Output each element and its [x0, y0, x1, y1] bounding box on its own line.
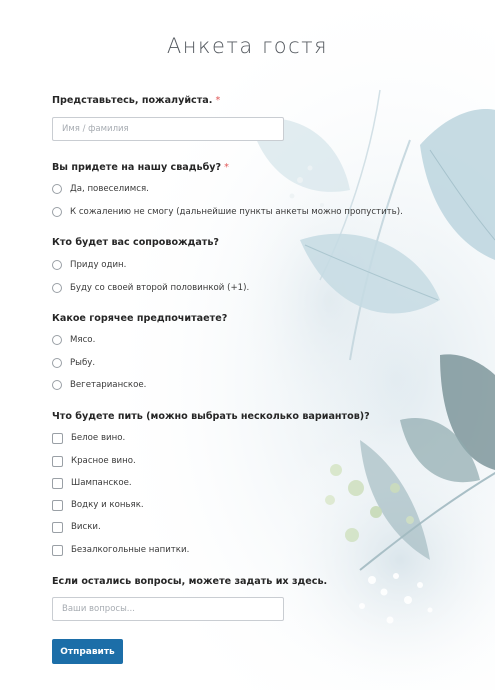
option-label: Шампанское.	[71, 478, 132, 488]
drinks-option-non-alcoholic[interactable]	[52, 544, 189, 556]
food-option-meat[interactable]	[52, 334, 95, 346]
option-label: Безалкогольные напитки.	[71, 545, 190, 555]
company-question: Кто будет вас сопровождать?	[52, 237, 220, 248]
questions-question: Если остались вопросы, можете задать их здесь.	[52, 576, 328, 587]
required-mark: *	[215, 95, 221, 106]
drinks-question: Что будете пить (можно выбрать несколько вариантов)?	[52, 411, 370, 422]
food-option-fish[interactable]	[52, 357, 95, 369]
drinks-option-whisky[interactable]	[52, 521, 101, 533]
company-option-plus-one[interactable]	[52, 282, 249, 294]
option-label: Виски.	[71, 522, 101, 532]
checkbox[interactable]	[52, 545, 63, 556]
option-label: Красное вино.	[71, 456, 136, 466]
drinks-option-champagne[interactable]	[52, 477, 132, 489]
attend-question: Вы придете на нашу свадьбу? *	[52, 162, 229, 173]
option-label: Вегетарианское.	[70, 380, 147, 390]
attend-option-yes[interactable]	[52, 183, 149, 195]
radio-button[interactable]	[52, 260, 62, 270]
submit-button[interactable]: Отправить	[52, 639, 123, 664]
name-question: Представьтесь, пожалуйста. *	[52, 95, 221, 106]
option-label: Мясо.	[70, 335, 96, 345]
checkbox[interactable]	[52, 522, 63, 533]
radio-button[interactable]	[52, 335, 62, 345]
option-label: Рыбу.	[70, 358, 96, 368]
option-label: Приду один.	[70, 260, 127, 270]
drinks-option-red-wine[interactable]	[52, 455, 136, 467]
food-question: Какое горячее предпочитаете?	[52, 313, 228, 324]
food-option-vegetarian[interactable]	[52, 379, 146, 391]
checkbox[interactable]	[52, 478, 63, 489]
page-title: Анкета гостя	[166, 34, 329, 58]
option-label: Водку и коньяк.	[71, 500, 144, 510]
option-label: Белое вино.	[71, 433, 126, 443]
radio-button[interactable]	[52, 184, 62, 194]
radio-button[interactable]	[52, 207, 62, 217]
checkbox[interactable]	[52, 500, 63, 511]
drinks-option-white-wine[interactable]	[52, 432, 125, 444]
checkbox[interactable]	[52, 433, 63, 444]
radio-button[interactable]	[52, 380, 62, 390]
drinks-option-vodka-cognac[interactable]	[52, 499, 144, 511]
radio-button[interactable]	[52, 283, 62, 293]
company-option-alone[interactable]	[52, 259, 126, 271]
radio-button[interactable]	[52, 358, 62, 368]
checkbox[interactable]	[52, 456, 63, 467]
questions-input[interactable]	[52, 597, 284, 621]
name-input[interactable]	[52, 117, 284, 141]
option-label: Да, повеселимся.	[70, 184, 149, 194]
option-label: К сожалению не смогу (дальнейшие пункты анкеты можно пропустить).	[70, 207, 403, 217]
required-mark: *	[224, 162, 229, 173]
option-label: Буду со своей второй половинкой (+1).	[70, 283, 250, 293]
attend-option-no[interactable]	[52, 206, 403, 218]
